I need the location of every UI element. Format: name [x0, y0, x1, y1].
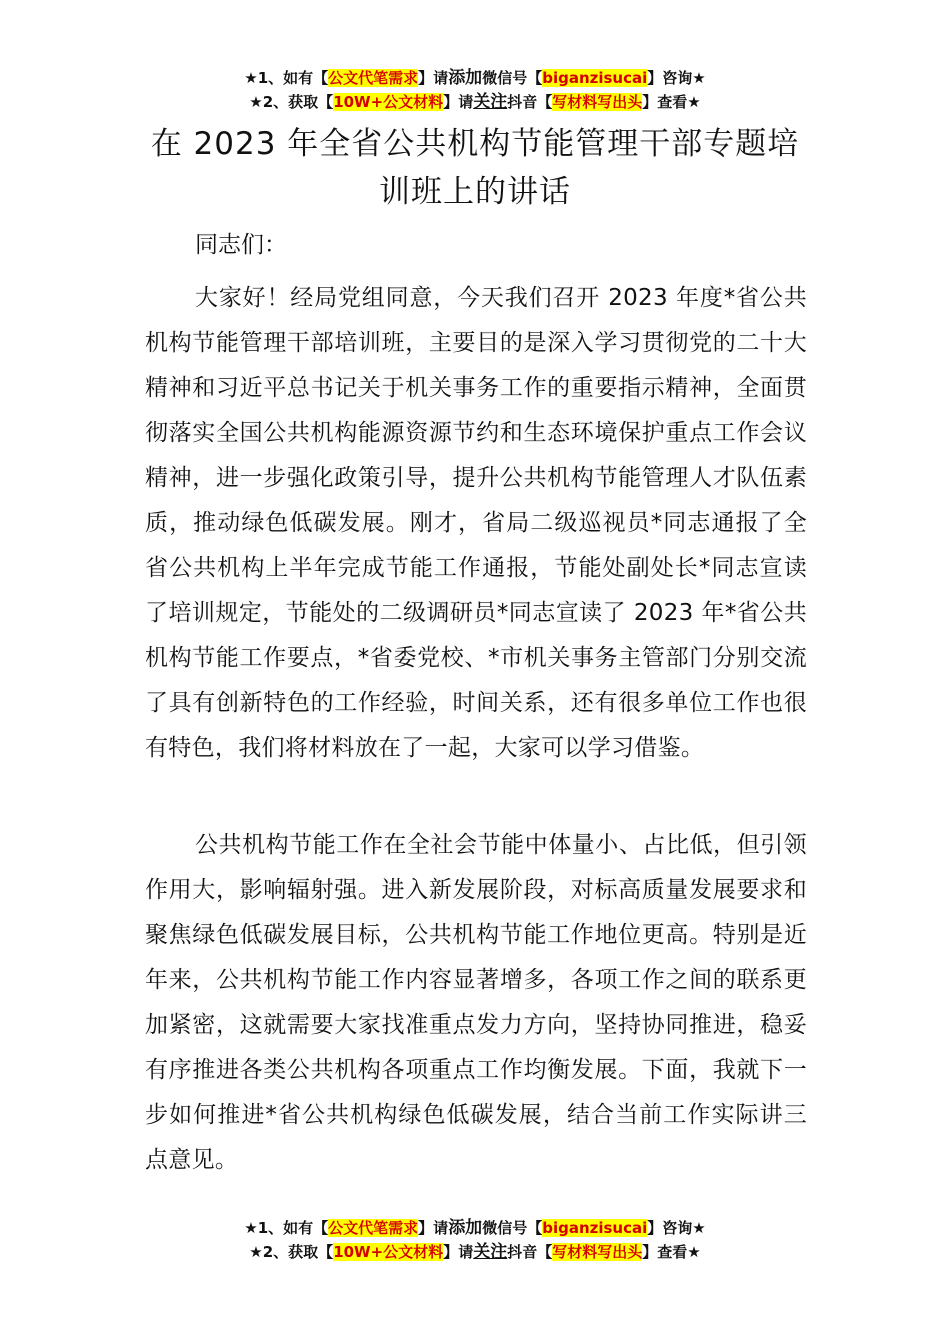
title-line-1: 在 2023 年全省公共机构节能管理干部专题培 — [150, 126, 800, 162]
banner-text: 】请 — [443, 1243, 474, 1261]
banner-highlight: 10W+公文材料 — [333, 1243, 444, 1261]
banner-text: 】请 — [418, 69, 449, 87]
banner-highlight: 写材料写出头 — [552, 1243, 643, 1261]
banner-text: ★1、如有【 — [244, 69, 329, 87]
banner-text: 抖音【 — [507, 93, 553, 111]
banner-text: 微信号【 — [482, 69, 543, 87]
paragraph: 公共机构节能工作在全社会节能中体量小、占比低，但引领作用大，影响辐射强。进入新发展阶段，对标高质量发展要求和聚焦绿色低碳发展目标，公共机构节能工作地位更高。特别是近年来，公共机构节能工作内容显著增多，各项工作之间的联系更加紧密，这就需要大家找准重点发力方向，坚持协同推进，稳妥有序推进各类公共机构各项重点工作均衡发展。下面，我就下一步如何推进*省公共机构绿色低碳发展，结合当前工作实际讲三点意见。 — [145, 832, 807, 1173]
banner-text: 抖音【 — [507, 1243, 553, 1261]
salutation: 同志们： — [195, 232, 287, 258]
banner-text: ★2、获取【 — [249, 93, 334, 111]
banner-text: 】请 — [443, 93, 474, 111]
banner-line-2 — [0, 1240, 950, 1264]
banner-text: ★1、如有【 — [244, 1219, 329, 1237]
banner-emphasis: 添加 — [448, 1218, 483, 1238]
banner-text: ★2、获取【 — [249, 1243, 334, 1261]
banner-line-1 — [0, 66, 950, 90]
banner-highlight: 10W+公文材料 — [333, 93, 444, 111]
banner-text: 】查看★ — [642, 93, 701, 111]
banner-highlight: 公文代笔需求 — [328, 1219, 419, 1237]
banner-emphasis: 关注 — [473, 1242, 508, 1262]
banner-highlight: biganzisucai — [542, 69, 648, 87]
document-title — [100, 120, 850, 216]
banner-highlight: 公文代笔需求 — [328, 69, 419, 87]
banner-text: 】请 — [418, 1219, 449, 1237]
banner-line-1 — [0, 1216, 950, 1240]
footer-ad-banner — [0, 1216, 950, 1264]
banner-text: 微信号【 — [482, 1219, 543, 1237]
banner-text: 】咨询★ — [647, 1219, 706, 1237]
banner-text: 】咨询★ — [647, 69, 706, 87]
banner-emphasis: 关注 — [473, 92, 508, 112]
banner-emphasis: 添加 — [448, 68, 483, 88]
paragraph: 大家好！经局党组同意，今天我们召开 2023 年度*省公共机构节能管理干部培训班，主要目的是深入学习贯彻党的二十大精神和习近平总书记关于机关事务工作的重要指示精神，全面贯彻落实全国公共机构能源资源节约和生态环境保护重点工作会议精神，进一步强化政策引导，提升公共机构节能管理人才队伍素质，推动绿色低碳发展。刚才，省局二级巡视员*同志通报了全省公共机构上半年完成节能工作通报，节能处副处长*同志宣读了培训规定，节能处的二级调研员*同志宣读了 2023 年*省公共机构节能工作要点，*省委党校、*市机关事务主管部门分别交流了具有创新特色的工作经验，时间关系，还有很多单位工作也很有特色，我们将材料放在了一起，大家可以学习借鉴。 — [145, 285, 807, 761]
banner-line-2 — [0, 90, 950, 114]
banner-highlight: biganzisucai — [542, 1219, 648, 1237]
banner-text: 】查看★ — [642, 1243, 701, 1261]
title-line-2: 训班上的讲话 — [379, 174, 571, 210]
header-ad-banner — [0, 66, 950, 114]
banner-highlight: 写材料写出头 — [552, 93, 643, 111]
